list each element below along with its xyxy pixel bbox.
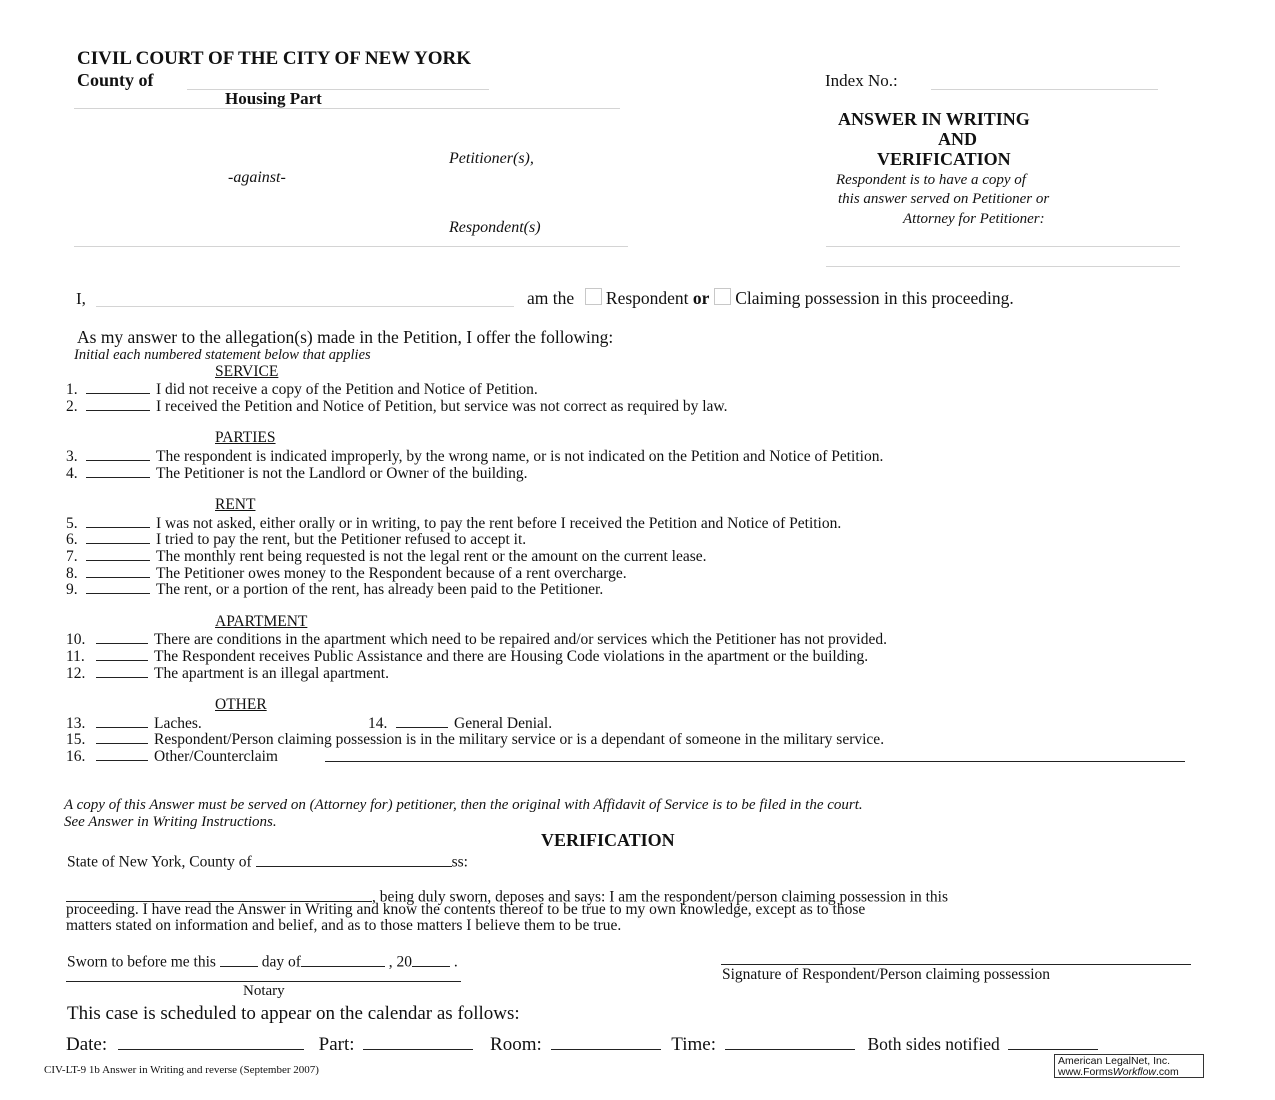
- instructions-reference: See Answer in Writing Instructions.: [64, 814, 277, 830]
- item-number: 16.: [66, 748, 86, 765]
- sworn-day-input[interactable]: [220, 950, 258, 967]
- sworn-before-label: Sworn to before me this: [67, 953, 216, 971]
- initial-field[interactable]: [86, 380, 150, 394]
- list-item: [66, 730, 884, 748]
- section-title-other: OTHER: [215, 696, 267, 713]
- signature-label: Signature of Respondent/Person claiming possession: [722, 966, 1051, 983]
- sworn-month-input[interactable]: [301, 950, 385, 967]
- vendor-url-part: www.Forms: [1058, 1066, 1113, 1078]
- item-number: 14.: [368, 715, 388, 732]
- initial-field[interactable]: [96, 630, 148, 644]
- am-the-label: am the: [527, 288, 575, 308]
- sworn-year-input[interactable]: [412, 950, 450, 967]
- initial-field[interactable]: [96, 714, 148, 728]
- list-item: [66, 447, 883, 465]
- sworn-statement-line3: matters stated on information and belief, and as to those matters I believe them to be true.: [66, 917, 622, 934]
- item-text: I did not receive a copy of the Petition and Notice of Petition.: [156, 381, 538, 398]
- list-item: [66, 630, 887, 648]
- initial-field[interactable]: [396, 714, 448, 728]
- period: .: [453, 953, 458, 971]
- list-item: [66, 647, 868, 665]
- time-label: Time:: [671, 1034, 716, 1055]
- initial-field[interactable]: [86, 447, 150, 461]
- initial-field[interactable]: [86, 514, 150, 528]
- county-label: County of: [77, 70, 154, 90]
- vendor-url-part: .com: [1156, 1066, 1179, 1078]
- item-number: 9.: [66, 581, 78, 598]
- notary-label: Notary: [243, 983, 285, 999]
- attorney-line-1[interactable]: [826, 246, 1180, 247]
- initial-field[interactable]: [86, 464, 150, 478]
- initial-field[interactable]: [96, 747, 148, 761]
- vendor-url: [1058, 1067, 1200, 1078]
- answer-heading: As my answer to the allegation(s) made in the Petition, I offer the following:: [77, 327, 614, 347]
- sworn-statement-line1: , being duly sworn, deposes and says: I am the respondent/person claiming possession in this: [372, 888, 949, 906]
- respondent-checkbox[interactable]: [585, 288, 602, 305]
- state-county-label: State of New York, County of: [67, 853, 252, 871]
- identity-line: [527, 288, 1014, 309]
- item-text: Laches.: [154, 715, 202, 732]
- item-text: I was not asked, either orally or in writing, to pay the rent before I received the Petition and Notice of Petition.: [156, 515, 842, 532]
- calendar-heading: This case is scheduled to appear on the calendar as follows:: [67, 1003, 520, 1024]
- item-text: There are conditions in the apartment which need to be repaired and/or services which the Petitioner has not provided.: [154, 631, 887, 648]
- index-number-input[interactable]: [931, 89, 1158, 90]
- list-item: [66, 664, 389, 682]
- or-label: or: [692, 288, 710, 308]
- item-number: 7.: [66, 548, 78, 565]
- list-item: [66, 580, 603, 598]
- caption-divider: [74, 246, 628, 247]
- item-number: 1.: [66, 381, 78, 398]
- item-number: 3.: [66, 448, 78, 465]
- initial-field[interactable]: [86, 564, 150, 578]
- item-text: The Respondent receives Public Assistance and there are Housing Code violations in the apartment or the building.: [154, 648, 869, 665]
- section-title-rent: RENT: [215, 496, 256, 513]
- index-label: Index No.:: [825, 71, 898, 90]
- calendar-fields: [66, 1030, 1098, 1056]
- vendor-name: American LegalNet, Inc.: [1058, 1055, 1171, 1067]
- item-number: 6.: [66, 531, 78, 548]
- day-of-label: day of: [261, 953, 301, 971]
- affiant-name-input[interactable]: [66, 885, 372, 902]
- item-text: The respondent is indicated improperly, by the wrong name, or is not indicated on the Petition and Notice of Petition.: [156, 448, 884, 465]
- sworn-statement-line2: proceeding. I have read the Answer in Writing and know the contents thereof to be true to my own knowledge, except as to those: [66, 901, 866, 918]
- item-text: I tried to pay the rent, but the Petitioner refused to accept it.: [156, 531, 527, 548]
- item-number: 5.: [66, 515, 78, 532]
- item-text: The rent, or a portion of the rent, has already been paid to the Petitioner.: [156, 581, 604, 598]
- verification-title: VERIFICATION: [541, 830, 675, 850]
- room-label: Room:: [490, 1034, 542, 1055]
- initial-field[interactable]: [86, 397, 150, 411]
- name-input[interactable]: [96, 306, 514, 307]
- state-county-line: [67, 850, 468, 872]
- header-divider: [74, 108, 620, 109]
- service-note-line2: this answer served on Petitioner or: [838, 191, 1050, 207]
- section-title-apartment: APARTMENT: [215, 613, 308, 630]
- year-prefix-label: , 20: [388, 953, 412, 971]
- form-identifier: CIV-LT-9 1b Answer in Writing and reverse (September 2007): [44, 1064, 319, 1076]
- attorney-line-2[interactable]: [826, 266, 1180, 267]
- notary-signature-line[interactable]: [66, 981, 461, 982]
- vendor-url-part: Workflow: [1112, 1066, 1157, 1078]
- list-item: [66, 464, 528, 482]
- list-item: [66, 530, 526, 548]
- item-text: The apartment is an illegal apartment.: [154, 665, 389, 682]
- list-item: [66, 547, 707, 565]
- item-text: General Denial.: [454, 715, 553, 732]
- date-label: Date:: [66, 1034, 108, 1055]
- initial-field[interactable]: [96, 664, 148, 678]
- item-number: 8.: [66, 565, 78, 582]
- claiming-possession-checkbox[interactable]: [714, 288, 731, 305]
- section-title-parties: PARTIES: [215, 429, 276, 446]
- vendor-badge: [1054, 1054, 1204, 1078]
- answer-instruction: Initial each numbered statement below that applies: [74, 347, 371, 363]
- against-label: -against-: [228, 169, 286, 186]
- calendar-time-input[interactable]: [725, 1030, 855, 1050]
- item-text: Other/Counterclaim: [154, 748, 278, 765]
- initial-field[interactable]: [96, 647, 148, 661]
- item-number: 4.: [66, 465, 78, 482]
- part-label: Part:: [318, 1034, 355, 1055]
- item-text: I received the Petition and Notice of Petition, but service was not correct as required by law.: [156, 398, 728, 415]
- calendar-date-input[interactable]: [118, 1030, 304, 1050]
- item-number: 15.: [66, 731, 86, 748]
- list-item: [66, 747, 278, 765]
- initial-field[interactable]: [86, 530, 150, 544]
- both-sides-notified-input[interactable]: [1008, 1030, 1098, 1050]
- item-number: 2.: [66, 398, 78, 415]
- calendar-part-input[interactable]: [363, 1030, 473, 1050]
- item-text: The Petitioner owes money to the Respondent because of a rent overcharge.: [156, 565, 627, 582]
- form-title-line2: AND: [938, 129, 977, 149]
- respondent-label: Respondent(s): [449, 219, 541, 236]
- item-number: 11.: [66, 648, 85, 665]
- list-item: [66, 397, 727, 415]
- respondent-option-label: Respondent: [605, 288, 689, 308]
- service-note-line3: Attorney for Petitioner:: [903, 211, 1045, 227]
- calendar-room-input[interactable]: [551, 1030, 661, 1050]
- court-title: CIVIL COURT OF THE CITY OF NEW YORK: [77, 48, 471, 69]
- identity-prefix: I,: [76, 289, 86, 308]
- form-title-line3: VERIFICATION: [877, 149, 1011, 169]
- service-requirement-note: A copy of this Answer must be served on (Attorney for) petitioner, then the original with Affidavit of Service is to be filed in the court.: [64, 797, 863, 813]
- notified-label: Both sides notified: [867, 1034, 1000, 1054]
- list-item: [66, 380, 538, 398]
- claiming-option-label: Claiming possession in this proceeding.: [735, 288, 1014, 308]
- initial-field[interactable]: [96, 730, 148, 744]
- initial-field[interactable]: [86, 580, 150, 594]
- service-note-line1: Respondent is to have a copy of: [836, 172, 1026, 188]
- counterclaim-input[interactable]: [325, 761, 1185, 762]
- item-number: 13.: [66, 715, 86, 732]
- ss-label: ss:: [451, 853, 468, 871]
- form-title-line1: ANSWER IN WRITING: [838, 109, 1030, 129]
- verification-county-input[interactable]: [256, 850, 452, 867]
- item-number: 10.: [66, 631, 86, 648]
- initial-field[interactable]: [86, 547, 150, 561]
- housing-part-label: Housing Part: [225, 89, 322, 108]
- petitioner-label: Petitioner(s),: [449, 150, 534, 167]
- item-text: The Petitioner is not the Landlord or Owner of the building.: [156, 465, 528, 482]
- item-text: Respondent/Person claiming possession is in the military service or is a dependant of someone in the military service.: [154, 731, 885, 748]
- respondent-signature-line[interactable]: [721, 964, 1191, 965]
- section-title-service: SERVICE: [215, 363, 279, 380]
- item-text: The monthly rent being requested is not the legal rent or the amount on the current lease.: [156, 548, 707, 565]
- item-number: 12.: [66, 665, 86, 682]
- sworn-date-line: [67, 950, 458, 972]
